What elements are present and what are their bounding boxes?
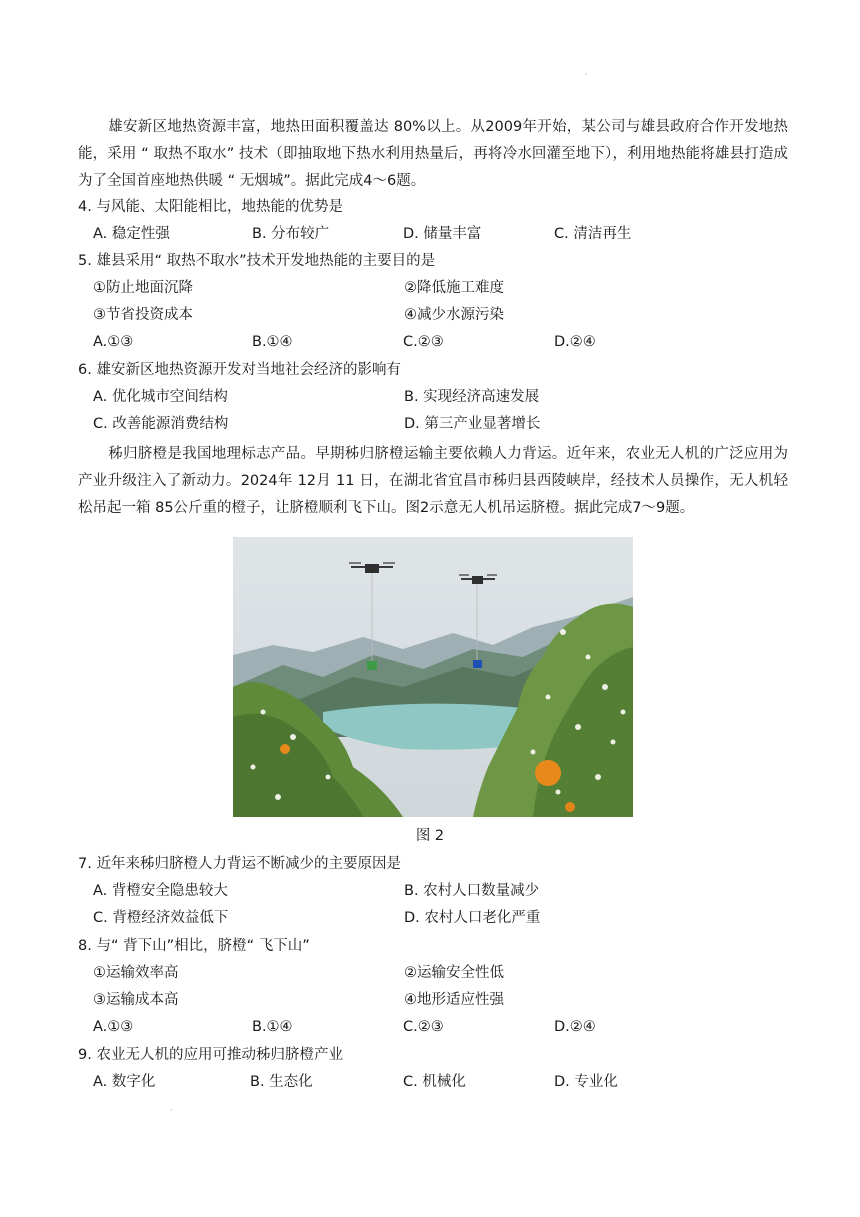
q4-option-b[interactable]: B. 分布较广 [252, 226, 330, 242]
question-4-stem: 4. 与风能、太阳能相比，地热能的优势是 [78, 199, 343, 215]
q8-option-d[interactable]: D.②④ [554, 1019, 596, 1035]
q6-option-a[interactable]: A. 优化城市空间结构 [93, 389, 228, 405]
q6-option-b[interactable]: B. 实现经济高速发展 [404, 389, 540, 405]
q5-statement-1: ①防止地面沉降 [93, 280, 193, 296]
q7-option-b[interactable]: B. 农村人口数量减少 [404, 883, 540, 899]
q6-option-d[interactable]: D. 第三产业显著增长 [404, 416, 541, 432]
q6-option-c[interactable]: C. 改善能源消费结构 [93, 416, 229, 432]
q7-option-a[interactable]: A. 背橙安全隐患较大 [93, 883, 228, 899]
q8-option-a[interactable]: A.①③ [93, 1019, 134, 1035]
drone-orange-photo [233, 537, 633, 817]
figure-caption: 图 2 [415, 828, 445, 844]
scan-dot-bottom: · [170, 1106, 173, 1115]
q4-option-a[interactable]: A. 稳定性强 [93, 226, 170, 242]
q5-option-c[interactable]: C.②③ [403, 334, 444, 350]
q5-statement-3: ③节省投资成本 [93, 307, 193, 323]
question-9-stem: 9. 农业无人机的应用可推动秭归脐橙产业 [78, 1047, 343, 1063]
question-6-stem: 6. 雄安新区地热资源开发对当地社会经济的影响有 [78, 362, 401, 378]
q8-statement-2: ②运输安全性低 [404, 965, 504, 981]
passage-1-text: 雄安新区地热资源丰富，地热田面积覆盖达 80%以上。从2009年开始，某公司与雄县政府合作开发地热能，采用 “ 取热不取水” 技术（即抽取地下热水利用热量后，再将冷水回灌至地下），利用地热能将雄县打造成为了全国首座地热供暖 “ 无烟城”。据此完成4～6题。 [78, 119, 788, 189]
passage-2 [78, 441, 788, 522]
q8-option-c[interactable]: C.②③ [403, 1019, 444, 1035]
q8-statement-1: ①运输效率高 [93, 965, 179, 981]
q5-option-a[interactable]: A.①③ [93, 334, 134, 350]
q7-option-c[interactable]: C. 背橙经济效益低下 [93, 910, 229, 926]
passage-2-text: 秭归脐橙是我国地理标志产品。早期秭归脐橙运输主要依赖人力背运。近年来，农业无人机的广泛应用为产业升级注入了新动力。2024年 12月 11 日，在湖北省宜昌市秭归县西陵峡岸，经技术人员操作，无人机轻松吊起一箱 85公斤重的橙子，让脐橙顺利飞下山。图2示意无人机吊运脐橙。据此完成7～9题。 [78, 446, 788, 516]
q9-option-d[interactable]: D. 专业化 [554, 1074, 618, 1090]
q5-statement-2: ②降低施工难度 [404, 280, 504, 296]
q9-option-b[interactable]: B. 生态化 [250, 1074, 313, 1090]
passage-1 [78, 114, 788, 195]
q8-option-b[interactable]: B.①④ [252, 1019, 293, 1035]
q5-option-b[interactable]: B.①④ [252, 334, 293, 350]
q5-option-d[interactable]: D.②④ [554, 334, 596, 350]
q4-option-d[interactable]: D. 储量丰富 [403, 226, 482, 242]
q9-option-a[interactable]: A. 数字化 [93, 1074, 156, 1090]
q4-option-c[interactable]: C. 清洁再生 [554, 226, 632, 242]
question-8-stem: 8. 与“ 背下山”相比，脐橙“ 飞下山” [78, 938, 310, 954]
question-7-stem: 7. 近年来秭归脐橙人力背运不断减少的主要原因是 [78, 856, 401, 872]
q5-statement-4: ④减少水源污染 [404, 307, 504, 323]
q7-option-d[interactable]: D. 农村人口老化严重 [404, 910, 541, 926]
scan-dot: · [585, 70, 588, 79]
q8-statement-4: ④地形适应性强 [404, 992, 504, 1008]
q9-option-c[interactable]: C. 机械化 [403, 1074, 466, 1090]
question-5-stem: 5. 雄县采用“ 取热不取水”技术开发地热能的主要目的是 [78, 253, 436, 269]
q8-statement-3: ③运输成本高 [93, 992, 179, 1008]
